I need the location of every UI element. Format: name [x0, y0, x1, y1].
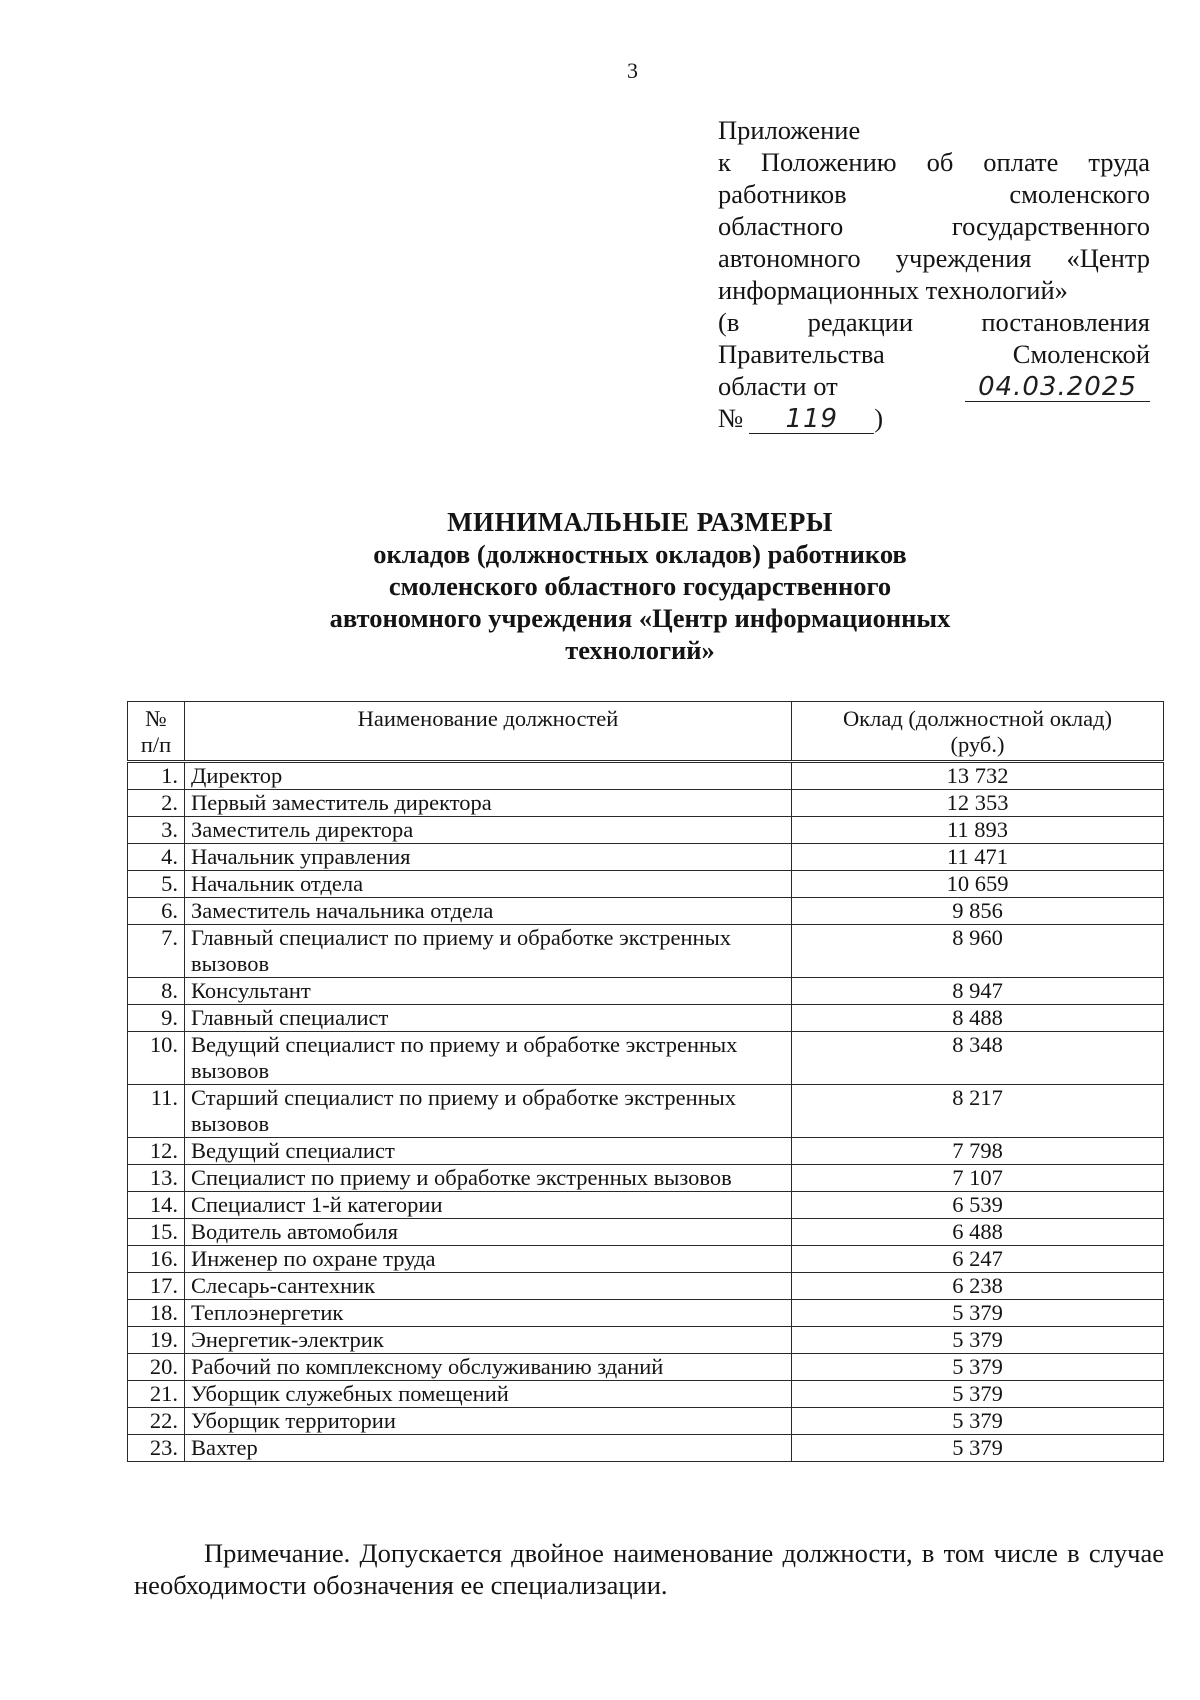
position-name: Ведущий специалист по приему и обработке экстренных вызовов — [185, 1032, 792, 1085]
position-name: Ведущий специалист — [185, 1138, 792, 1165]
position-name: Заместитель начальника отдела — [185, 898, 792, 925]
table-row — [128, 1192, 1164, 1219]
page-number: 3 — [627, 58, 638, 83]
position-name: Главный специалист — [185, 1005, 792, 1032]
salary-value: 8 488 — [792, 1005, 1164, 1032]
position-name: Уборщик служебных помещений — [185, 1381, 792, 1408]
position-name: Энергетик-электрик — [185, 1327, 792, 1354]
table-row — [128, 1354, 1164, 1381]
table-row — [128, 1085, 1164, 1138]
title-line: автономного учреждения «Центр информационных — [329, 603, 951, 633]
appendix-line: информационных технологий» — [718, 275, 1068, 305]
row-number: 3. — [128, 817, 185, 844]
salary-value: 5 379 — [792, 1300, 1164, 1327]
salary-value: 6 247 — [792, 1246, 1164, 1273]
table-row — [128, 762, 1164, 790]
table-row — [128, 1219, 1164, 1246]
header-salary — [792, 702, 1164, 762]
position-name: Первый заместитель директора — [185, 790, 792, 817]
row-number: 7. — [128, 925, 185, 978]
position-name: Заместитель директора — [185, 817, 792, 844]
salary-value: 5 379 — [792, 1408, 1164, 1435]
table-row — [128, 1032, 1164, 1085]
row-number: 2. — [128, 790, 185, 817]
table-row — [128, 1138, 1164, 1165]
row-number: 4. — [128, 844, 185, 871]
table-row — [128, 1246, 1164, 1273]
row-number: 22. — [128, 1408, 185, 1435]
salary-value: 10 659 — [792, 871, 1164, 898]
table-row — [128, 790, 1164, 817]
handwritten-date: 04.03.2025 — [965, 373, 1150, 402]
position-name: Вахтер — [185, 1435, 792, 1462]
salary-value: 6 539 — [792, 1192, 1164, 1219]
position-name: Водитель автомобиля — [185, 1219, 792, 1246]
table-row — [128, 844, 1164, 871]
position-name: Специалист 1-й категории — [185, 1192, 792, 1219]
table-row — [128, 1300, 1164, 1327]
position-name: Начальник отдела — [185, 871, 792, 898]
header-salary-line2: (руб.) — [950, 732, 1005, 757]
position-name: Теплоэнергетик — [185, 1300, 792, 1327]
table-row — [128, 978, 1164, 1005]
salary-value: 8 348 — [792, 1032, 1164, 1085]
appendix-line: Правительства Смоленской — [718, 339, 1150, 369]
table-row — [128, 1005, 1164, 1032]
salary-value: 7 798 — [792, 1138, 1164, 1165]
appendix-line: автономного учреждения «Центр — [718, 243, 1150, 273]
title-line: окладов (должностных окладов) работников — [373, 539, 907, 569]
table-row — [128, 925, 1164, 978]
table-header-row — [128, 702, 1164, 762]
title-line: смоленского областного государственного — [388, 571, 892, 601]
table-row — [128, 1327, 1164, 1354]
salary-value: 13 732 — [792, 762, 1164, 790]
salary-value: 5 379 — [792, 1327, 1164, 1354]
salary-value: 7 107 — [792, 1165, 1164, 1192]
appendix-line: работников смоленского — [718, 179, 1150, 209]
appendix-number-row — [718, 402, 1150, 434]
row-number: 1. — [128, 762, 185, 790]
row-number: 9. — [128, 1005, 185, 1032]
header-salary-line1: Оклад (должностной оклад) — [842, 706, 1113, 731]
title-line: технологий» — [565, 635, 715, 665]
handwritten-number: 119 — [749, 405, 874, 434]
salary-value: 11 471 — [792, 844, 1164, 871]
position-name: Старший специалист по приему и обработке экстренных вызовов — [185, 1085, 792, 1138]
appendix-line: областного государственного — [718, 211, 1150, 241]
row-number: 21. — [128, 1381, 185, 1408]
salary-value: 8 217 — [792, 1085, 1164, 1138]
salary-value: 11 893 — [792, 817, 1164, 844]
row-number: 14. — [128, 1192, 185, 1219]
salary-value: 5 379 — [792, 1435, 1164, 1462]
appendix-line: (в редакции постановления — [718, 307, 1150, 337]
row-number: 20. — [128, 1354, 185, 1381]
table-row — [128, 1381, 1164, 1408]
header-number — [128, 702, 185, 762]
table-body — [128, 762, 1164, 1462]
salary-value: 5 379 — [792, 1381, 1164, 1408]
salary-value: 8 960 — [792, 925, 1164, 978]
header-number-line1: № — [145, 706, 167, 731]
row-number: 23. — [128, 1435, 185, 1462]
salary-value: 8 947 — [792, 978, 1164, 1005]
table-row — [128, 871, 1164, 898]
row-number: 5. — [128, 871, 185, 898]
position-name: Консультант — [185, 978, 792, 1005]
row-number: 19. — [128, 1327, 185, 1354]
salary-value: 12 353 — [792, 790, 1164, 817]
salary-value: 6 238 — [792, 1273, 1164, 1300]
appendix-line: к Положению об оплате труда — [718, 147, 1150, 177]
position-name: Директор — [185, 762, 792, 790]
salary-value: 5 379 — [792, 1354, 1164, 1381]
header-position-name: Наименование должностей — [185, 702, 792, 762]
table-row — [128, 1435, 1164, 1462]
number-prefix: № — [718, 403, 744, 433]
position-name: Начальник управления — [185, 844, 792, 871]
number-suffix: ) — [874, 403, 884, 433]
position-name: Специалист по приему и обработке экстренных вызовов — [185, 1165, 792, 1192]
appendix-date-label: области от — [718, 371, 838, 401]
title-line: МИНИМАЛЬНЫЕ РАЗМЕРЫ — [447, 507, 833, 537]
row-number: 10. — [128, 1032, 185, 1085]
table-row — [128, 1165, 1164, 1192]
appendix-date-row — [718, 370, 1150, 402]
position-name: Инженер по охране труда — [185, 1246, 792, 1273]
document-title — [130, 506, 1150, 666]
row-number: 16. — [128, 1246, 185, 1273]
row-number: 18. — [128, 1300, 185, 1327]
salary-value: 6 488 — [792, 1219, 1164, 1246]
row-number: 15. — [128, 1219, 185, 1246]
position-name: Главный специалист по приему и обработке экстренных вызовов — [185, 925, 792, 978]
row-number: 8. — [128, 978, 185, 1005]
row-number: 13. — [128, 1165, 185, 1192]
position-name: Рабочий по комплексному обслуживанию зданий — [185, 1354, 792, 1381]
row-number: 12. — [128, 1138, 185, 1165]
table-row — [128, 1408, 1164, 1435]
table-row — [128, 817, 1164, 844]
row-number: 17. — [128, 1273, 185, 1300]
row-number: 6. — [128, 898, 185, 925]
appendix-header — [718, 114, 1150, 434]
position-name: Слесарь-сантехник — [185, 1273, 792, 1300]
note: Примечание. Допускается двойное наименование должности, в том числе в случае необходимости обозначения ее специализации. — [134, 1538, 1164, 1600]
header-number-line2: п/п — [140, 732, 172, 757]
row-number: 11. — [128, 1085, 185, 1138]
salary-value: 9 856 — [792, 898, 1164, 925]
table-row — [128, 898, 1164, 925]
appendix-line: Приложение — [718, 115, 861, 145]
salary-table — [127, 701, 1164, 1462]
table-row — [128, 1273, 1164, 1300]
position-name: Уборщик территории — [185, 1408, 792, 1435]
